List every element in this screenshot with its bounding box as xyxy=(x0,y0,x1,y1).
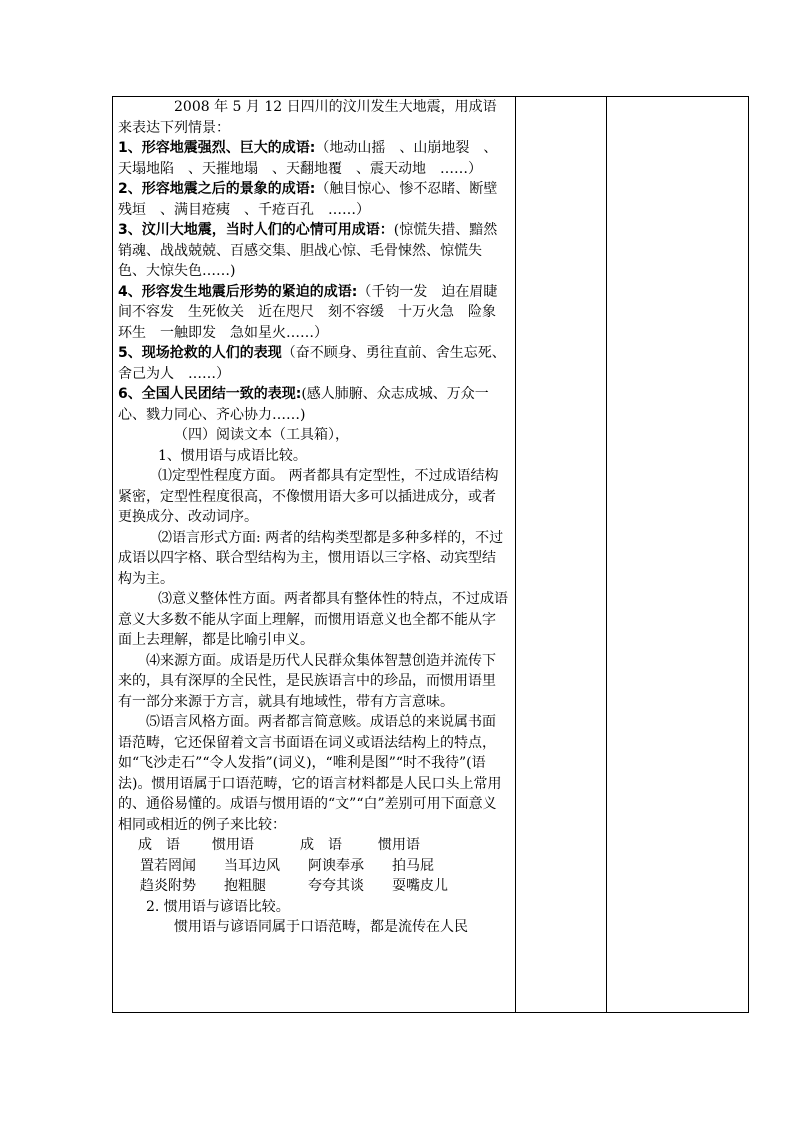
item-heading: 2、形容地震之后的景象的成语: xyxy=(118,181,316,197)
item-heading: 3、汶川大地震，当时人们的心情可用成语： xyxy=(118,222,394,238)
item-heading: 6、全国人民团结一致的表现: xyxy=(118,386,302,402)
example-cell: 置若罔闻 xyxy=(140,857,196,874)
item-body: (感人肺腑、众志成城、万众一心、戮力同心、齐心协力……) xyxy=(118,386,489,423)
comparison-point: ⑷来源方面。成语是历代人民群众集体智慧创造并流传下来的，具有深厚的全民性，是民族语言中的珍品，而惯用语里有一部分来源于方言，就具有地域性，带有方言意味。 xyxy=(118,652,496,710)
example-row xyxy=(118,835,508,856)
example-cell: 夸夸其谈 xyxy=(308,878,364,894)
example-cell: 趋炎附势 xyxy=(140,878,196,894)
item-heading: 1、形容地震强烈、巨大的成语: xyxy=(118,140,316,156)
subsection-title: 2. 惯用语与谚语比较。 xyxy=(146,898,290,915)
item-1 xyxy=(118,138,508,179)
example-row xyxy=(118,856,508,877)
intro-paragraph: 2008 年 5 月 12 日四川的汶川发生大地震，用成语来表达下列情景： xyxy=(118,99,497,136)
item-body: (惊慌失措、黯然销魂、战战兢兢、百感交集、胆战心惊、毛骨悚然、惊慌失色、大惊失色……) xyxy=(118,222,498,279)
item-body: （触目惊心、惨不忍睹、断壁残垣 、满目疮痍 、千疮百孔 ……） xyxy=(118,181,498,218)
example-cell: 耍嘴皮儿 xyxy=(392,878,448,894)
example-cell: 惯用语 xyxy=(212,837,254,853)
comparison-point: ⑵语言形式方面: 两者的结构类型都是多种多样的，不过成语以四字格、联合型结构为主，惯用语以三字格、动宾型结构为主。 xyxy=(118,529,504,587)
item-heading: 5、现场抢救的人们的表现 xyxy=(118,345,282,361)
example-cell: 惯用语 xyxy=(378,837,420,853)
comparison-examples xyxy=(118,835,508,897)
example-cell: 拍马屁 xyxy=(392,857,434,874)
lesson-table xyxy=(112,96,749,1013)
example-cell: 成 语 xyxy=(300,837,342,853)
item-6 xyxy=(118,384,508,425)
comparison-point: ⑴定型性程度方面。 两者都具有定型性，不过成语结构紧密，定型性程度很高，不像惯用语大多可以插进成分，或者更换成分、改动词序。 xyxy=(118,468,499,525)
subsection-title: 1、惯用语与成语比较。 xyxy=(158,447,307,464)
example-cell: 阿谀奉承 xyxy=(308,857,364,874)
section-title: （四）阅读文本（工具箱）， xyxy=(174,427,349,443)
comparison-point: ⑶意义整体性方面。两者都具有整体性的特点，不过成语意义大多数不能从字面上理解，而惯用语意义也全都不能从字面上去理解，都是比喻引申义。 xyxy=(118,591,508,648)
column-divider xyxy=(606,97,607,1012)
item-3 xyxy=(118,220,508,282)
example-cell: 成 语 xyxy=(138,837,180,853)
example-row xyxy=(118,876,508,897)
item-5 xyxy=(118,343,508,384)
item-body: （千钧一发 迫在眉睫 间不容发 生死攸关 近在咫尺 刻不容缓 十万火急 险象环生 一触即发 急如星火……） xyxy=(118,283,512,341)
item-heading: 4、形容发生地震后形势的紧迫的成语: xyxy=(118,283,358,300)
paragraph: 惯用语与谚语同属于口语范畴，都是流传在人民 xyxy=(174,919,468,935)
item-4 xyxy=(118,282,512,344)
item-body: （奋不顾身、勇往直前、舍生忘死、舍己为人 ……） xyxy=(118,345,506,382)
example-cell: 当耳边风 xyxy=(224,857,280,874)
column-divider xyxy=(515,97,516,1012)
comparison-point: ⑸语言风格方面。两者都言简意赅。成语总的来说属书面语范畴，它还保留着文言书面语在词义或语法结构上的特点，如“飞沙走石”“令人发指”(词义)，“唯利是图”“时不我待”(语法)。惯用语属于口语范畴，它的语言材料都是人民口头上常用的、通俗易懂的。成语与惯用语的“文”“白”差别可用下面意义相同或相近的例子来比较： xyxy=(118,714,502,833)
example-cell: 抱粗腿 xyxy=(224,878,266,894)
item-body: （地动山摇 、山崩地裂 、天塌地陷 、天摧地塌 、天翻地覆 、震天动地 ……） xyxy=(118,140,498,177)
item-2 xyxy=(118,179,508,220)
main-content-cell xyxy=(118,97,512,938)
